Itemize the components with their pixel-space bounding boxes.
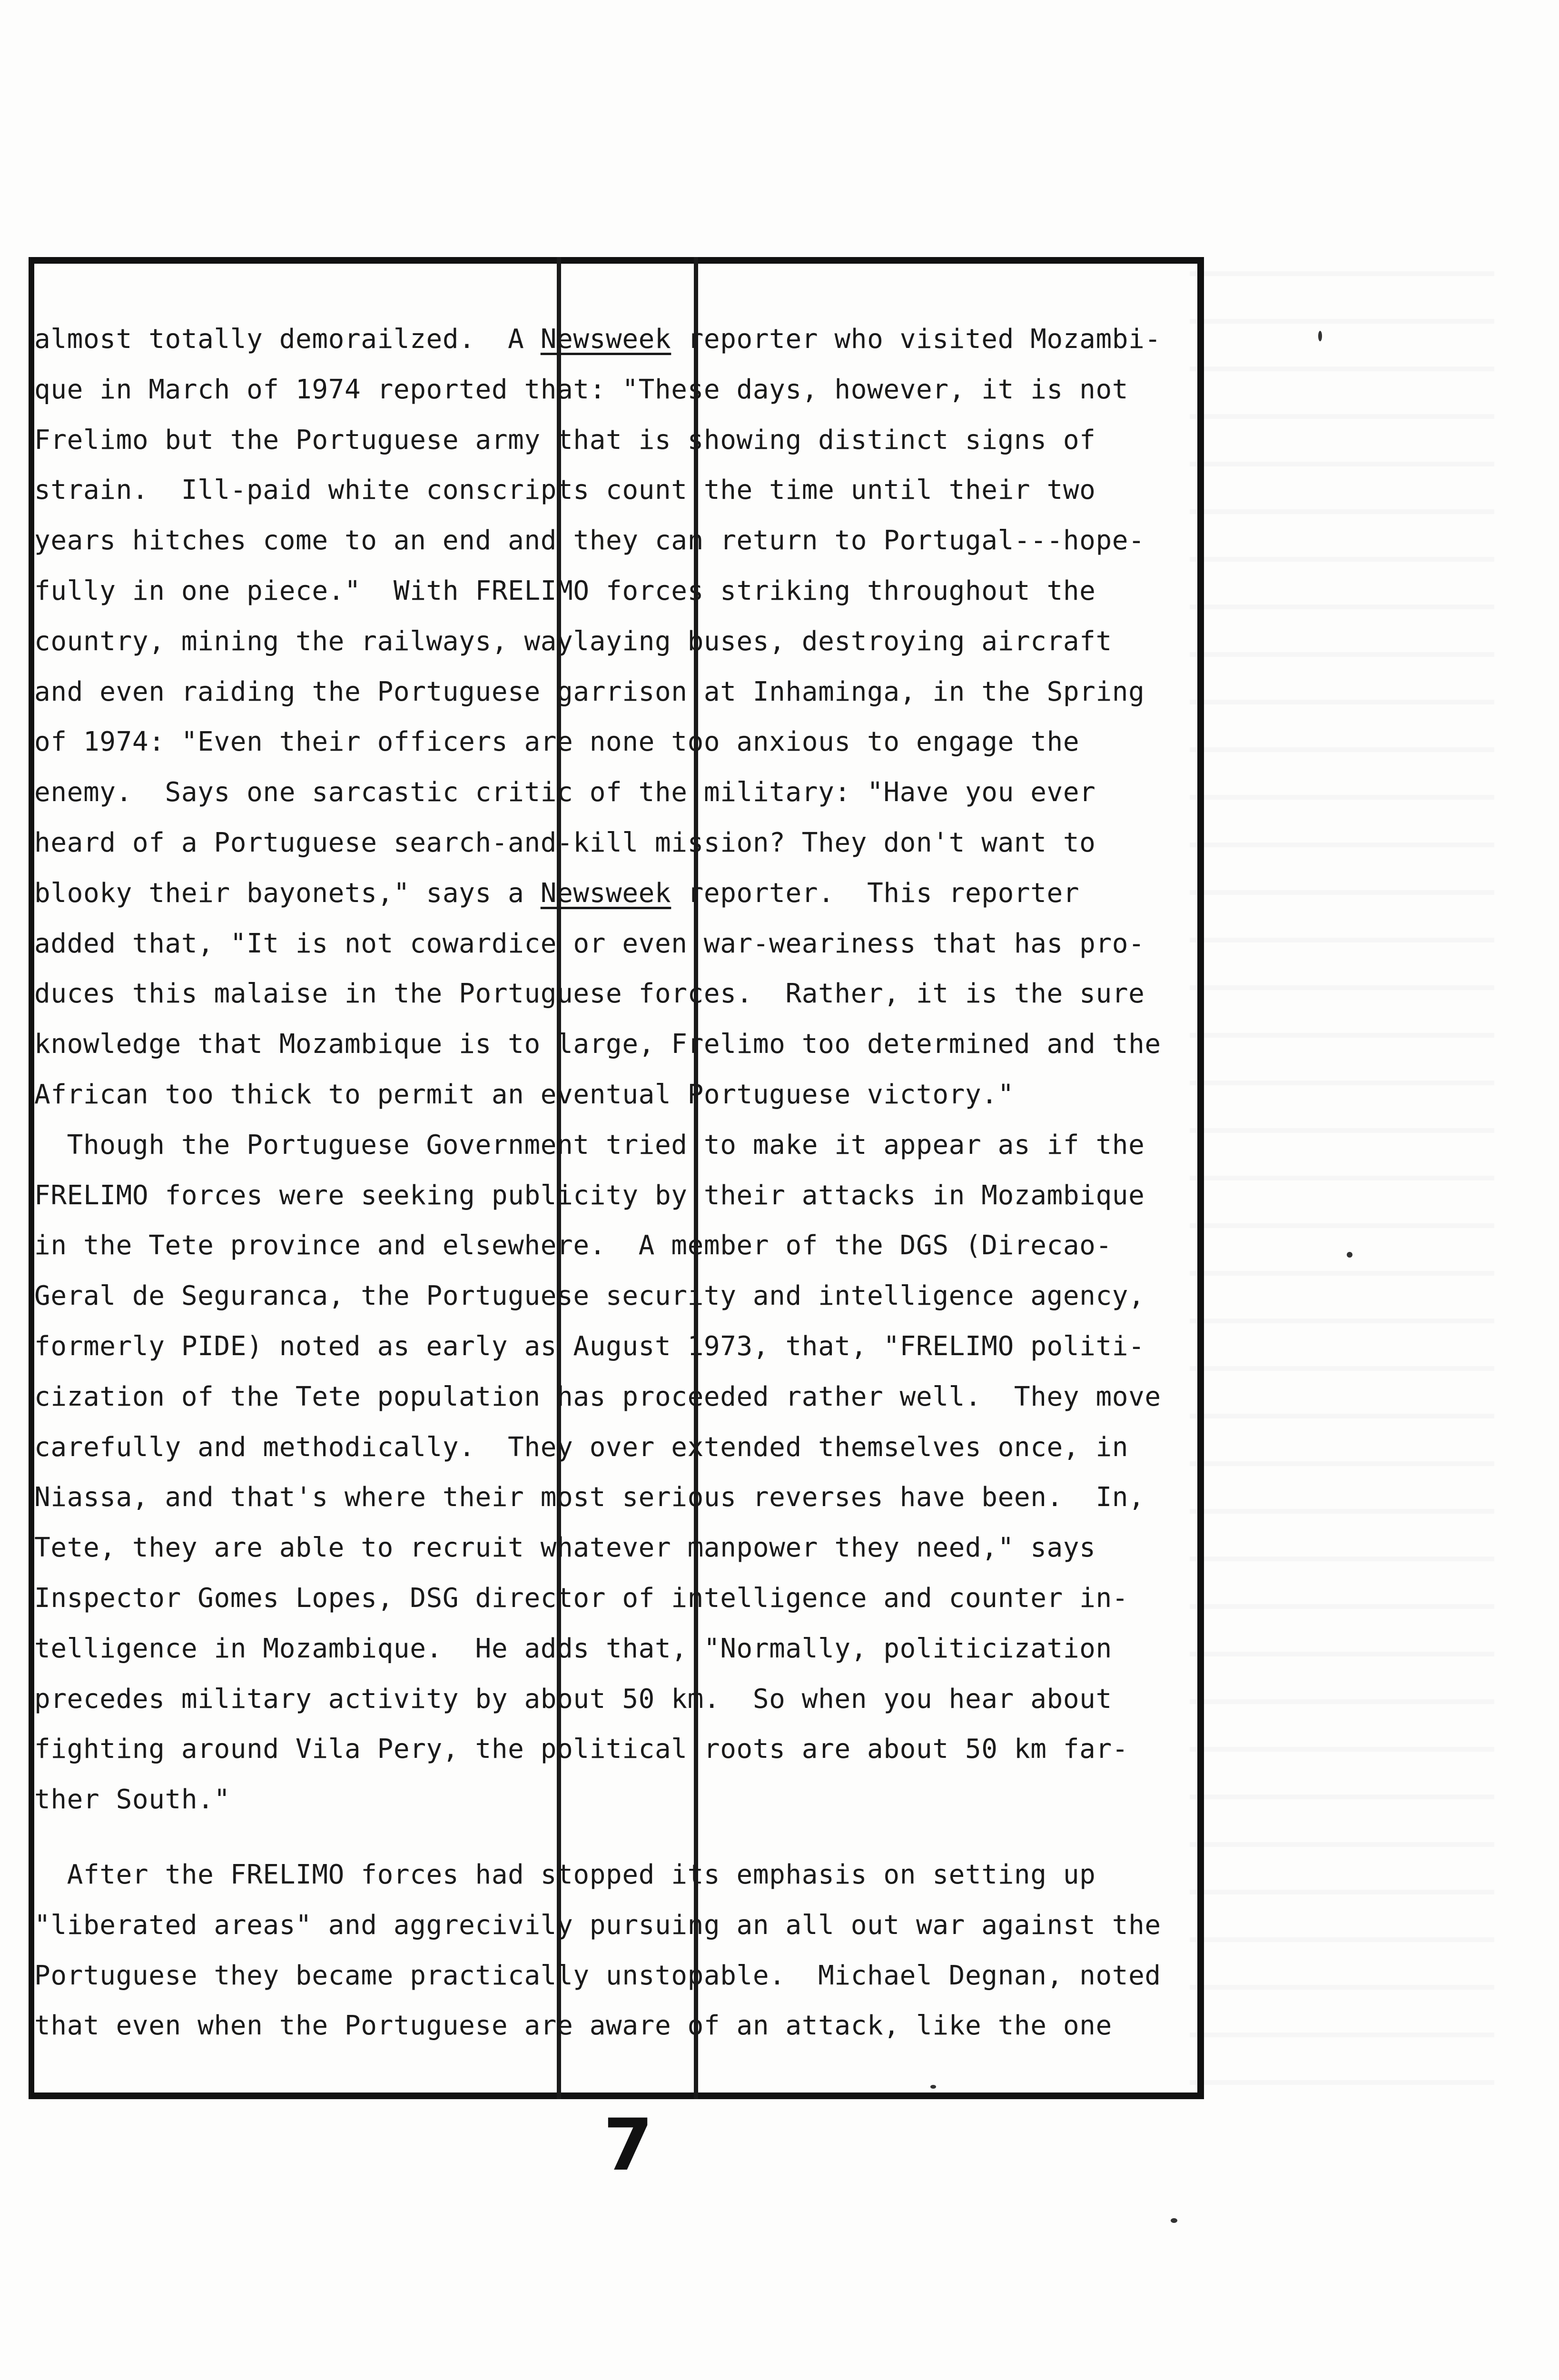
text-line-segment: enemy. Says one sarcastic critic of the military: "Have you ever	[34, 777, 1096, 808]
text-line	[34, 868, 1205, 919]
text-line	[34, 1951, 1205, 2001]
text-line-segment: ther South."	[34, 1784, 230, 1815]
text-line	[34, 1850, 1205, 1900]
text-line	[34, 1422, 1205, 1473]
text-line	[34, 1321, 1205, 1372]
text-line	[34, 1372, 1205, 1422]
text-line	[34, 1170, 1205, 1221]
text-line	[34, 1775, 1205, 1825]
text-line	[34, 1019, 1205, 1070]
text-line	[34, 516, 1205, 566]
text-line-segment: duces this malaise in the Portuguese forces. Rather, it is the sure	[34, 978, 1145, 1010]
text-line	[34, 919, 1205, 969]
text-line	[34, 767, 1205, 818]
text-line-segment: and even raiding the Portuguese garrison at Inhaminga, in the Spring	[34, 676, 1145, 707]
paper-speck	[930, 2085, 936, 2089]
text-line-segment: blooky their bayonets," says a	[34, 877, 541, 909]
body-text	[34, 314, 1205, 2051]
text-line	[34, 566, 1205, 616]
text-line-segment: telligence in Mozambique. He adds that, "Normally, politicization	[34, 1633, 1112, 1664]
paper-speck	[1171, 2218, 1177, 2223]
text-line	[34, 314, 1205, 365]
text-line	[34, 1220, 1205, 1271]
text-line	[34, 465, 1205, 516]
text-line	[34, 1674, 1205, 1725]
text-line-segment: African too thick to permit an eventual Portuguese victory."	[34, 1079, 1014, 1110]
text-line	[34, 1523, 1205, 1573]
text-line-segment: years hitches come to an end and they can return to Portugal---hope-	[34, 525, 1145, 556]
text-line-segment: Frelimo but the Portuguese army that is showing distinct signs of	[34, 424, 1096, 456]
text-line-segment: Niassa, and that's where their most serious reverses have been. In,	[34, 1482, 1145, 1513]
text-line-segment: FRELIMO forces were seeking publicity by their attacks in Mozambique	[34, 1180, 1145, 1211]
text-line-segment: Inspector Gomes Lopes, DSG director of intelligence and counter in-	[34, 1582, 1129, 1614]
text-line-segment: After the FRELIMO forces had stopped its emphasis on setting up	[34, 1859, 1096, 1890]
text-line	[34, 1271, 1205, 1321]
paragraph-gap	[34, 1825, 1205, 1850]
text-line-segment: precedes military activity by about 50 km. So when you hear about	[34, 1683, 1112, 1715]
text-line	[34, 1070, 1205, 1120]
text-line	[34, 1724, 1205, 1775]
text-line-segment: added that, "It is not cowardice or even war-weariness that has pro-	[34, 928, 1145, 959]
text-line	[34, 1120, 1205, 1170]
text-line	[34, 1472, 1205, 1523]
underlined-publication-name: Newsweek	[540, 877, 671, 909]
page-number: 7	[603, 2104, 653, 2187]
text-line-segment: formerly PIDE) noted as early as August 1973, that, "FRELIMO politi-	[34, 1330, 1145, 1362]
bleed-through-texture	[1190, 228, 1494, 2085]
text-line-segment: Portuguese they became practically unstopable. Michael Degnan, noted	[34, 1960, 1161, 1991]
text-line	[34, 616, 1205, 667]
text-line-segment: country, mining the railways, waylaying buses, destroying aircraft	[34, 625, 1112, 657]
text-line	[34, 2001, 1205, 2051]
underlined-publication-name: Newsweek	[540, 324, 671, 355]
text-line-segment: Tete, they are able to recruit whatever manpower they need," says	[34, 1532, 1096, 1564]
text-line-segment: carefully and methodically. They over extended themselves once, in	[34, 1431, 1129, 1463]
text-line-segment: "liberated areas" and aggrecivily pursuing an all out war against the	[34, 1909, 1161, 1941]
text-line-segment: strain. Ill-paid white conscripts count the time until their two	[34, 475, 1096, 506]
text-line	[34, 1900, 1205, 1951]
paper-speck	[1347, 1252, 1352, 1258]
text-line-segment: fighting around Vila Pery, the political roots are about 50 km far-	[34, 1734, 1129, 1765]
paper-speck	[1318, 331, 1322, 341]
text-line	[34, 969, 1205, 1019]
text-line-segment: Geral de Seguranca, the Portuguese security and intelligence agency,	[34, 1280, 1145, 1312]
text-line-segment: Though the Portuguese Government tried to make it appear as if the	[34, 1129, 1145, 1160]
text-line-segment: that even when the Portuguese are aware of an attack, like the one	[34, 2010, 1112, 2042]
text-line-segment: of 1974: "Even their officers are none too anxious to engage the	[34, 726, 1080, 758]
text-line	[34, 1624, 1205, 1674]
text-line	[34, 415, 1205, 466]
text-line-segment: in the Tete province and elsewhere. A member of the DGS (Direcao-	[34, 1230, 1112, 1261]
text-line	[34, 818, 1205, 868]
text-line-segment: reporter. This reporter	[671, 877, 1080, 909]
text-line	[34, 1573, 1205, 1624]
text-line-segment: heard of a Portuguese search-and-kill mission? They don't want to	[34, 827, 1096, 858]
text-line	[34, 717, 1205, 767]
text-line	[34, 365, 1205, 415]
text-line-segment: que in March of 1974 reported that: "These days, however, it is not	[34, 374, 1129, 405]
text-line-segment: knowledge that Mozambique is to large, Frelimo too determined and the	[34, 1029, 1161, 1060]
text-line-segment: cization of the Tete population has proceeded rather well. They move	[34, 1381, 1161, 1412]
text-line-segment: almost totally demorailzed. A	[34, 324, 541, 355]
text-line-segment: fully in one piece." With FRELIMO forces striking throughout the	[34, 575, 1096, 606]
text-line	[34, 667, 1205, 717]
text-line-segment: reporter who visited Mozambi-	[671, 324, 1161, 355]
